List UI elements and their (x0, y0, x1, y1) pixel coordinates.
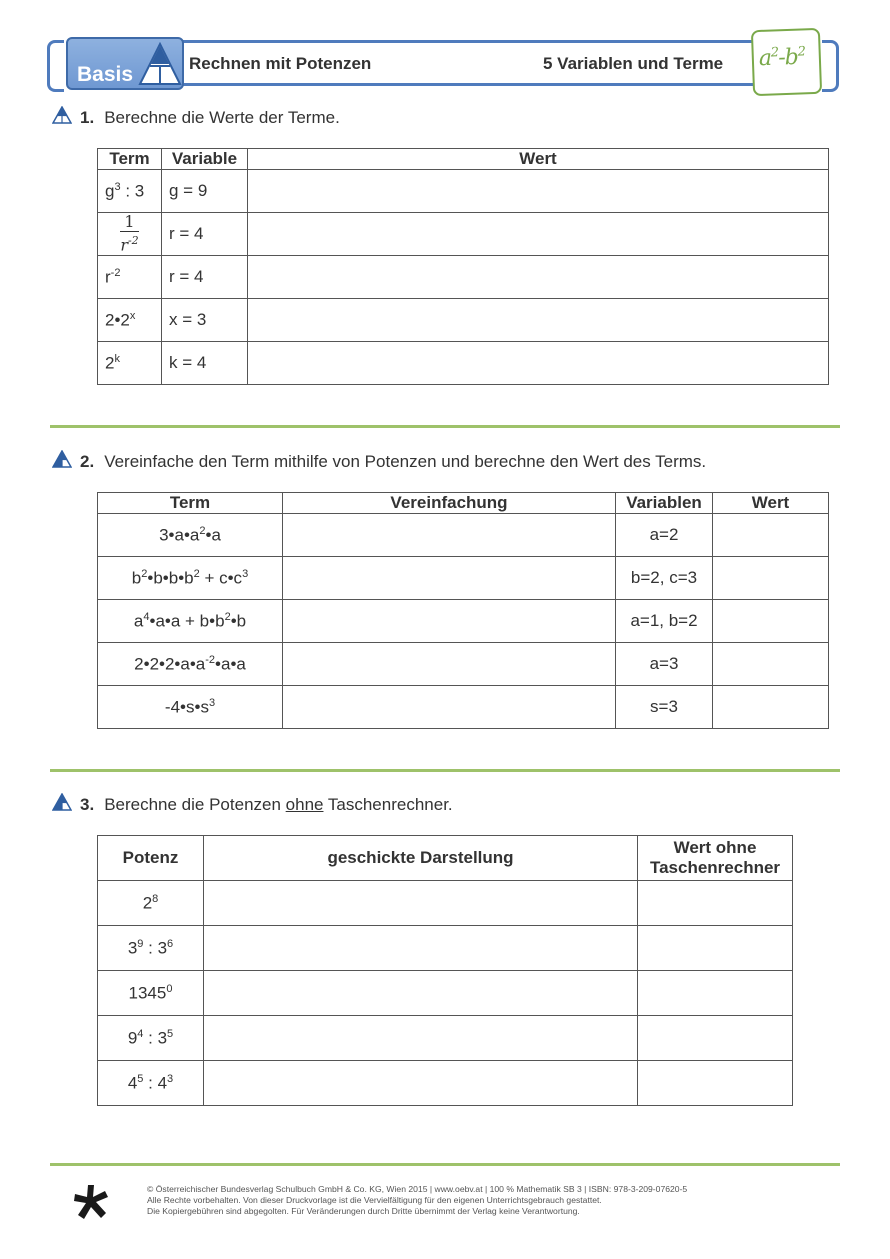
variable-cell: k = 4 (162, 342, 248, 385)
footer-line-3: Die Kopiergebühren sind abgegolten. Für Veränderungen durch Dritte übernimmt der Verlag keine Verantwortung. (147, 1206, 580, 1216)
variable-cell: r = 4 (162, 213, 248, 256)
task-3-table (97, 835, 793, 1106)
level-triangle-icon (52, 450, 72, 468)
table-header-row (98, 836, 793, 881)
worksheet-title: Rechnen mit Potenzen (189, 54, 372, 73)
table-row (98, 514, 829, 557)
answer-cell[interactable] (713, 557, 829, 600)
power-cell: $4^5$ : $4^3$ (98, 1061, 204, 1106)
table-row (98, 1016, 793, 1061)
task-3-heading (80, 795, 453, 815)
col-header-wert: Wert (248, 149, 829, 170)
variables-cell: a=3 (616, 643, 713, 686)
variable-cell: x = 3 (162, 299, 248, 342)
term-cell: $2•2•2•a•a^{-2}•a•a$ (98, 643, 283, 686)
task-1-heading (80, 108, 340, 128)
term-cell: $a^4•a•a$ + $b•b^2•b$ (98, 600, 283, 643)
table-row (98, 600, 829, 643)
task-3-text-after: Taschenrechner. (323, 795, 453, 814)
task-1-text: Berechne die Werte der Terme. (104, 108, 340, 127)
task-3-text-before: Berechne die Potenzen (104, 795, 286, 814)
level-triangle-icon (52, 106, 72, 124)
term-cell: $-4•s•s^3$ (98, 686, 283, 729)
simplification-cell[interactable] (283, 600, 616, 643)
power-cell: $9^4$ : $3^5$ (98, 1016, 204, 1061)
table-row (98, 299, 829, 342)
table-row (98, 643, 829, 686)
section-divider (50, 1163, 840, 1166)
variables-cell: b=2, c=3 (616, 557, 713, 600)
task-2-heading (80, 452, 706, 472)
footer-line-1: © Österreichischer Bundesverlag Schulbuch GmbH & Co. KG, Wien 2015 | www.oebv.at | 100 % Mathematik SB 3 | ISBN: 978-3-209-07620-5 (147, 1184, 688, 1194)
footer-copyright (147, 1184, 687, 1217)
col-header-wert: Wert ohne Taschenrechner (638, 836, 793, 881)
table-row (98, 342, 829, 385)
answer-cell[interactable] (713, 643, 829, 686)
answer-cell[interactable] (638, 1016, 793, 1061)
task-3-number: 3. (80, 795, 95, 814)
footer-line-2: Alle Rechte vorbehalten. Von dieser Druckvorlage ist die Vervielfältigung für den eigenen Unterrichtsgebrauch gestattet. (147, 1195, 602, 1205)
col-header-term: Term (98, 149, 162, 170)
task-2-number: 2. (80, 452, 95, 471)
level-triangle-icon (52, 793, 72, 811)
term-cell: $r^{-2}$ (98, 256, 162, 299)
table-row (98, 256, 829, 299)
fraction: $\frac{1}{r^{-2}}$ (120, 212, 139, 255)
basis-badge (66, 37, 184, 90)
term-cell: 2$^k$ (98, 342, 162, 385)
term-cell: $b^2•b•b•b^2$ + $c•c^3$ (98, 557, 283, 600)
table-row (98, 557, 829, 600)
table-row (98, 971, 793, 1016)
answer-cell[interactable] (248, 256, 829, 299)
answer-cell[interactable] (638, 1061, 793, 1106)
table-row (98, 926, 793, 971)
variables-cell: a=2 (616, 514, 713, 557)
answer-cell[interactable] (248, 170, 829, 213)
power-cell: 1345$^0$ (98, 971, 204, 1016)
table-row (98, 881, 793, 926)
representation-cell[interactable] (204, 881, 638, 926)
answer-cell[interactable] (638, 971, 793, 1016)
formula-badge (751, 28, 822, 96)
task-1-number: 1. (80, 108, 95, 127)
variable-cell: g = 9 (162, 170, 248, 213)
section-divider (50, 769, 840, 772)
table-row (98, 686, 829, 729)
table-header-row (98, 149, 829, 170)
simplification-cell[interactable] (283, 557, 616, 600)
table-row (98, 170, 829, 213)
representation-cell[interactable] (204, 1016, 638, 1061)
formula-text: $a^2-b^2$ (758, 44, 806, 72)
term-cell: $3•a•a^2•a$ (98, 514, 283, 557)
answer-cell[interactable] (248, 342, 829, 385)
answer-cell[interactable] (638, 881, 793, 926)
variables-cell: s=3 (616, 686, 713, 729)
answer-cell[interactable] (248, 213, 829, 256)
answer-cell[interactable] (713, 600, 829, 643)
col-header-darstellung: geschickte Darstellung (204, 836, 638, 881)
representation-cell[interactable] (204, 926, 638, 971)
representation-cell[interactable] (204, 1061, 638, 1106)
term-cell: $g^3$ : 3 (98, 170, 162, 213)
col-header-potenz: Potenz (98, 836, 204, 881)
table-row (98, 213, 829, 256)
section-divider (50, 425, 840, 428)
simplification-cell[interactable] (283, 514, 616, 557)
simplification-cell[interactable] (283, 643, 616, 686)
term-cell (98, 213, 162, 256)
chapter-title: 5 Variablen und Terme (543, 54, 724, 73)
representation-cell[interactable] (204, 971, 638, 1016)
task-3-text-underline: ohne (285, 795, 324, 814)
task-2-table (97, 492, 829, 729)
col-header-variable: Variable (162, 149, 248, 170)
col-header-variablen: Variablen (616, 493, 713, 514)
answer-cell[interactable] (713, 686, 829, 729)
simplification-cell[interactable] (283, 686, 616, 729)
term-cell: 2•2$^x$ (98, 299, 162, 342)
variables-cell: a=1, b=2 (616, 600, 713, 643)
answer-cell[interactable] (713, 514, 829, 557)
header-rule-bottom (183, 83, 753, 86)
col-header-term: Term (98, 493, 283, 514)
power-cell: $2^8$ (98, 881, 204, 926)
variable-cell: r = 4 (162, 256, 248, 299)
col-header-vereinfachung: Vereinfachung (283, 493, 616, 514)
task-2-text: Vereinfache den Term mithilfe von Potenzen und berechne den Wert des Terms. (104, 452, 707, 471)
col-header-wert: Wert (713, 493, 829, 514)
publisher-logo-icon (72, 1183, 110, 1221)
task-1-table (97, 148, 829, 385)
answer-cell[interactable] (248, 299, 829, 342)
answer-cell[interactable] (638, 926, 793, 971)
level-triangle-icon (138, 42, 182, 86)
power-cell: $3^9$ : $3^6$ (98, 926, 204, 971)
table-row (98, 1061, 793, 1106)
header-bracket-right (822, 40, 839, 92)
header-rule-top (183, 40, 753, 43)
basis-label: Basis (77, 63, 134, 86)
table-header-row (98, 493, 829, 514)
header-bracket-left (47, 40, 64, 92)
